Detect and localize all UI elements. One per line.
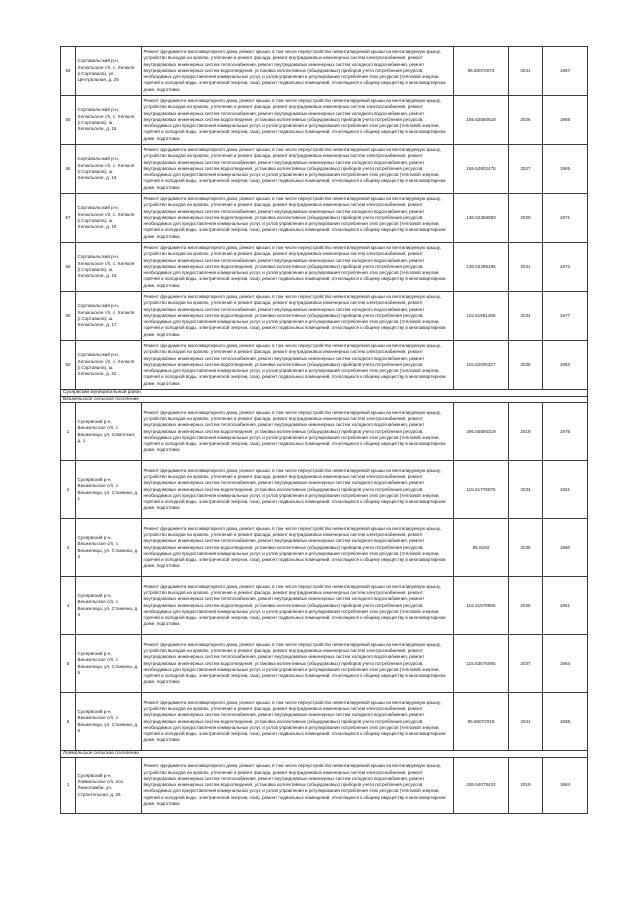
table-row [61, 577, 588, 635]
table-row [61, 243, 588, 292]
row-number: 6 [61, 693, 76, 751]
repair-works-list: Ремонт фундамента многоквартирного дома, ремонт крыши, в том числе переустройство невентилируемой крыши на вентилируемую крышу, устройство выходов на кровлю, утепление и ремонт фасада, ремонт внутридомовых инженерных систем электроснабжения, ремонт внутридомовых инженерных систем теплоснабжения, ремонт внутридомовых инженерных систем холодного водоснабжения, ремонт внутридомовых инженерных систем водоотведения, установка коллективных (общедомовых) приборов учета потребления ресурсов, необходимых для предоставления коммунальных услуг, и узлов управления и регулирования потребления этих ресурсов (тепловой энергии, горячей и холодной воды, электрической энергии, газа), ремонт подвальных помещений, относящихся к общему имуществу в многоквартирном доме, подготовка [142, 635, 454, 693]
area-value: 155.52802475 [454, 145, 509, 194]
area-value: 115.51776075 [454, 461, 509, 519]
table-row [61, 693, 588, 751]
planned-year: 2019 [509, 757, 543, 813]
planned-year: 2034 [509, 461, 543, 519]
row-number: 56 [61, 145, 76, 194]
house-address: Сортавальский р-н, Хелюльское г/п, с. Хелюля (г.Сортавала), ш. Хелюльское, д. 16 [76, 194, 142, 243]
house-address: Суоярвский р-н, Вешкельское с/п, с. Вешкелица, ул. Станкина, д. 1 [76, 461, 142, 519]
built-year: 1968 [543, 693, 588, 751]
row-number: 1 [61, 403, 76, 461]
planned-year: 2041 [509, 693, 543, 751]
repair-works-list: Ремонт фундамента многоквартирного дома, ремонт крыши, в том числе переустройство невентилируемой крыши на вентилируемую крышу, устройство выходов на кровлю, утепление и ремонт фасада, ремонт внутридомовых инженерных систем электроснабжения, ремонт внутридомовых инженерных систем теплоснабжения, ремонт внутридомовых инженерных систем холодного водоснабжения, ремонт внутридомовых инженерных систем водоотведения, установка коллективных (общедомовых) приборов учета потребления ресурсов, необходимых для предоставления коммунальных услуг, и узлов управления и регулирования потребления этих ресурсов (тепловой энергии, горячей и холодной воды, электрической энергии, газа), ремонт подвальных помещений, относящихся к общему имуществу в многоквартирном доме, подготовка [142, 47, 454, 96]
repair-works-list: Ремонт фундамента многоквартирного дома, ремонт крыши, в том числе переустройство невентилируемой крыши на вентилируемую крышу, устройство выходов на кровлю, утепление и ремонт фасада, ремонт внутридомовых инженерных систем электроснабжения, ремонт внутридомовых инженерных систем теплоснабжения, ремонт внутридомовых инженерных систем холодного водоснабжения, ремонт внутридомовых инженерных систем водоотведения, установка коллективных (общедомовых) приборов учета потребления ресурсов, необходимых для предоставления коммунальных услуг, и узлов управления и регулирования потребления этих ресурсов (тепловой энергии, горячей и холодной воды, электрической энергии, газа), ремонт подвальных помещений, относящихся к общему имуществу в многоквартирном доме, подготовка [142, 243, 454, 292]
house-address: Суоярвский р-н, Вешкельское с/п, с. Вешкелица, ул. Советская, д. 1 [76, 403, 142, 461]
built-year: 1971 [543, 194, 588, 243]
repair-works-list: Ремонт фундамента многоквартирного дома, ремонт крыши, в том числе переустройство невентилируемой крыши на вентилируемую крышу, устройство выходов на кровлю, утепление и ремонт фасада, ремонт внутридомовых инженерных систем электроснабжения, ремонт внутридомовых инженерных систем теплоснабжения, ремонт внутридомовых инженерных систем холодного водоснабжения, ремонт внутридомовых инженерных систем водоотведения, установка коллективных (общедомовых) приборов учета потребления ресурсов, необходимых для предоставления коммунальных услуг, и узлов управления и регулирования потребления этих ресурсов (тепловой энергии, горячей и холодной воды, электрической энергии, газа), ремонт подвальных помещений, относящихся к общему имуществу в многоквартирном доме, подготовка [142, 519, 454, 577]
table-row [61, 145, 588, 194]
planned-year: 2027 [509, 145, 543, 194]
planned-year: 2029 [509, 194, 543, 243]
area-value: 95.50072018 [454, 693, 509, 751]
area-value: 115.52005327 [454, 341, 509, 390]
section-header-row [61, 751, 588, 758]
built-year: 1961 [543, 461, 588, 519]
row-number: 55 [61, 96, 76, 145]
repair-works-list: Ремонт фундамента многоквартирного дома, ремонт крыши, в том числе переустройство невентилируемой крыши на вентилируемую крышу, устройство выходов на кровлю, утепление и ремонт фасада, ремонт внутридомовых инженерных систем электроснабжения, ремонт внутридомовых инженерных систем теплоснабжения, ремонт внутридомовых инженерных систем холодного водоснабжения, ремонт внутридомовых инженерных систем водоотведения, установка коллективных (общедомовых) приборов учета потребления ресурсов, необходимых для предоставления коммунальных услуг, и узлов управления и регулирования потребления этих ресурсов (тепловой энергии, горячей и холодной воды, электрической энергии, газа), ремонт подвальных помещений, относящихся к общему имуществу в многоквартирном доме, подготовка [142, 292, 454, 341]
house-address: Суоярвский р-н, Лоймольское с/п, пос. Лахколамби, ул. Строительная, д. 26 [76, 757, 142, 813]
repair-works-list: Ремонт фундамента многоквартирного дома, ремонт крыши, в том числе переустройство невентилируемой крыши на вентилируемую крышу, устройство выходов на кровлю, утепление и ремонт фасада, ремонт внутридомовых инженерных систем электроснабжения, ремонт внутридомовых инженерных систем теплоснабжения, ремонт внутридомовых инженерных систем холодного водоснабжения, ремонт внутридомовых инженерных систем водоотведения, установка коллективных (общедомовых) приборов учета потребления ресурсов, необходимых для предоставления коммунальных услуг, и узлов управления и регулирования потребления этих ресурсов (тепловой энергии, горячей и холодной воды, электрической энергии, газа), ремонт подвальных помещений, относящихся к общему имуществу в многоквартирном доме, подготовка [142, 145, 454, 194]
row-number: 57 [61, 194, 76, 243]
area-value: 136.52359083 [454, 194, 509, 243]
house-address: Суоярвский р-н, Вешкельское с/п, с. Вешкелица, ул. Станкина, д. 4 [76, 577, 142, 635]
table-row [61, 461, 588, 519]
built-year: 1964 [543, 635, 588, 693]
table-row [61, 403, 588, 461]
house-address: Суоярвский р-н, Вешкельское с/п, с. Вешкелица, ул. Станкина, д. 3 [76, 519, 142, 577]
row-number: 54 [61, 47, 76, 96]
house-address: Сортавальский р-н, Хелюльское г/п, с. Хелюля (г.Сортавала), ул. Центральная, д. 25 [76, 47, 142, 96]
section-header-row [61, 396, 588, 403]
repair-works-list: Ремонт фундамента многоквартирного дома, ремонт крыши, в том числе переустройство невентилируемой крыши на вентилируемую крышу, устройство выходов на кровлю, утепление и ремонт фасада, ремонт внутридомовых инженерных систем электроснабжения, ремонт внутридомовых инженерных систем теплоснабжения, ремонт внутридомовых инженерных систем холодного водоснабжения, ремонт внутридомовых инженерных систем водоотведения, установка коллективных (общедомовых) приборов учета потребления ресурсов, необходимых для предоставления коммунальных услуг, и узлов управления и регулирования потребления этих ресурсов (тепловой энергии, горячей и холодной воды, электрической энергии, газа), ремонт подвальных помещений, относящихся к общему имуществу в многоквартирном доме, подготовка [142, 577, 454, 635]
planned-year: 2036 [509, 519, 543, 577]
house-address: Сортавальский р-н, Хелюльское г/п, с. Хелюля (г.Сортавала), ш. Хелюльское, д. 16 [76, 243, 142, 292]
row-number: 1 [61, 757, 76, 813]
built-year: 1972 [543, 243, 588, 292]
section-header: Суоярвский муниципальный район [61, 390, 588, 397]
table-row [61, 292, 588, 341]
planned-year: 2041 [509, 47, 543, 96]
planned-year: 2038 [509, 341, 543, 390]
area-value: 336.84078422 [454, 757, 509, 813]
repair-works-list: Ремонт фундамента многоквартирного дома, ремонт крыши, в том числе переустройство невентилируемой крыши на вентилируемую крышу, устройство выходов на кровлю, утепление и ремонт фасада, ремонт внутридомовых инженерных систем электроснабжения, ремонт внутридомовых инженерных систем теплоснабжения, ремонт внутридомовых инженерных систем холодного водоснабжения, ремонт внутридомовых инженерных систем водоотведения, установка коллективных (общедомовых) приборов учета потребления ресурсов, необходимых для предоставления коммунальных услуг, и узлов управления и регулирования потребления этих ресурсов (тепловой энергии, горячей и холодной воды, электрической энергии, газа), ремонт подвальных помещений, относящихся к общему имуществу в многоквартирном доме, подготовка [142, 403, 454, 461]
built-year: 1960 [543, 519, 588, 577]
planned-year: 2026 [509, 96, 543, 145]
built-year: 1961 [543, 577, 588, 635]
table-row [61, 757, 588, 813]
table-row [61, 96, 588, 145]
section-header: Лоймольское сельское поселение [61, 751, 588, 758]
row-number: 5 [61, 635, 76, 693]
table-row [61, 519, 588, 577]
house-address: Сортавальский р-н, Хелюльское г/п, с. Хелюля (г.Сортавала), ш. Хелюльское, д. 15 [76, 96, 142, 145]
row-number: 4 [61, 577, 76, 635]
section-header: Вешкельское сельское поселение [61, 396, 588, 403]
area-value: 115.51578865 [454, 577, 509, 635]
area-value: 95.8192 [454, 519, 509, 577]
built-year: 1983 [543, 341, 588, 390]
table-row [61, 635, 588, 693]
built-year: 1977 [543, 292, 588, 341]
house-address: Сортавальский р-н, Хелюльское г/п, с. Хелюля (г.Сортавала), ш. Хелюльское, д. 16 [76, 145, 142, 194]
row-number: 2 [61, 461, 76, 519]
built-year: 1967 [543, 47, 588, 96]
built-year: 1975 [543, 403, 588, 461]
area-value: 115.53576085 [454, 635, 509, 693]
row-number: 58 [61, 243, 76, 292]
table-row [61, 47, 588, 96]
house-address: Суоярвский р-н, Вешкельское с/п, с. Вешкелица, ул. Станкина, д. 6 [76, 693, 142, 751]
row-number: 60 [61, 341, 76, 390]
area-value: 155.52580618 [454, 96, 509, 145]
table-row [61, 341, 588, 390]
section-header-row [61, 390, 588, 397]
built-year: 1984 [543, 757, 588, 813]
register-sheet [60, 46, 571, 814]
repair-works-list: Ремонт фундамента многоквартирного дома, ремонт крыши, в том числе переустройство невентилируемой крыши на вентилируемую крышу, устройство выходов на кровлю, утепление и ремонт фасада, ремонт внутридомовых инженерных систем электроснабжения, ремонт внутридомовых инженерных систем теплоснабжения, ремонт внутридомовых инженерных систем холодного водоснабжения, ремонт внутридомовых инженерных систем водоотведения, установка коллективных (общедомовых) приборов учета потребления ресурсов, необходимых для предоставления коммунальных услуг, и узлов управления и регулирования потребления этих ресурсов (тепловой энергии, горячей и холодной воды, электрической энергии, газа), ремонт подвальных помещений, относящихся к общему имуществу в многоквартирном доме, подготовка [142, 461, 454, 519]
row-number: 3 [61, 519, 76, 577]
area-value: 136.52285185 [454, 243, 509, 292]
planned-year: 2019 [509, 403, 543, 461]
repair-works-list: Ремонт фундамента многоквартирного дома, ремонт крыши, в том числе переустройство невентилируемой крыши на вентилируемую крышу, устройство выходов на кровлю, утепление и ремонт фасада, ремонт внутридомовых инженерных систем электроснабжения, ремонт внутридомовых инженерных систем теплоснабжения, ремонт внутридомовых инженерных систем холодного водоснабжения, ремонт внутридомовых инженерных систем водоотведения, установка коллективных (общедомовых) приборов учета потребления ресурсов, необходимых для предоставления коммунальных услуг, и узлов управления и регулирования потребления этих ресурсов (тепловой энергии, горячей и холодной воды, электрической энергии, газа), ремонт подвальных помещений, относящихся к общему имуществу в многоквартирном доме, подготовка [142, 693, 454, 751]
area-value: 295.55585319 [454, 403, 509, 461]
table-row [61, 194, 588, 243]
house-address: Сортавальский р-н, Хелюльское г/п, с. Хелюля (г.Сортавала), ш. Хелюльское, д. 22 [76, 341, 142, 390]
planned-year: 2031 [509, 243, 543, 292]
planned-year: 2037 [509, 635, 543, 693]
repair-register-table [60, 46, 588, 814]
area-value: 115.51981308 [454, 292, 509, 341]
house-address: Суоярвский р-н, Вешкельское с/п, с. Вешкелица, ул. Станкина, д. 5 [76, 635, 142, 693]
planned-year: 2034 [509, 292, 543, 341]
area-value: 95.50072073 [454, 47, 509, 96]
planned-year: 2035 [509, 577, 543, 635]
row-number: 59 [61, 292, 76, 341]
built-year: 1965 [543, 145, 588, 194]
house-address: Сортавальский р-н, Хелюльское г/п, с. Хелюля (г.Сортавала), ш. Хелюльское, д. 17 [76, 292, 142, 341]
repair-works-list: Ремонт фундамента многоквартирного дома, ремонт крыши, в том числе переустройство невентилируемой крыши на вентилируемую крышу, устройство выходов на кровлю, утепление и ремонт фасада, ремонт внутридомовых инженерных систем электроснабжения, ремонт внутридомовых инженерных систем теплоснабжения, ремонт внутридомовых инженерных систем холодного водоснабжения, ремонт внутридомовых инженерных систем водоотведения, установка коллективных (общедомовых) приборов учета потребления ресурсов, необходимых для предоставления коммунальных услуг, и узлов управления и регулирования потребления этих ресурсов (тепловой энергии, горячей и холодной воды, электрической энергии, газа), ремонт подвальных помещений, относящихся к общему имуществу в многоквартирном доме, подготовка [142, 194, 454, 243]
repair-works-list: Ремонт фундамента многоквартирного дома, ремонт крыши, в том числе переустройство невентилируемой крыши на вентилируемую крышу, устройство выходов на кровлю, утепление и ремонт фасада, ремонт внутридомовых инженерных систем электроснабжения, ремонт внутридомовых инженерных систем теплоснабжения, ремонт внутридомовых инженерных систем холодного водоснабжения, ремонт внутридомовых инженерных систем водоотведения, установка коллективных (общедомовых) приборов учета потребления ресурсов, необходимых для предоставления коммунальных услуг, и узлов управления и регулирования потребления этих ресурсов (тепловой энергии, горячей и холодной воды, электрической энергии, газа), ремонт подвальных помещений, относящихся к общему имуществу в многоквартирном доме, подготовка [142, 757, 454, 813]
register-body [61, 47, 588, 814]
repair-works-list: Ремонт фундамента многоквартирного дома, ремонт крыши, в том числе переустройство невентилируемой крыши на вентилируемую крышу, устройство выходов на кровлю, утепление и ремонт фасада, ремонт внутридомовых инженерных систем электроснабжения, ремонт внутридомовых инженерных систем теплоснабжения, ремонт внутридомовых инженерных систем холодного водоснабжения, ремонт внутридомовых инженерных систем водоотведения, установка коллективных (общедомовых) приборов учета потребления ресурсов, необходимых для предоставления коммунальных услуг, и узлов управления и регулирования потребления этих ресурсов (тепловой энергии, горячей и холодной воды, электрической энергии, газа), ремонт подвальных помещений, относящихся к общему имуществу в многоквартирном доме, подготовка [142, 341, 454, 390]
built-year: 1969 [543, 96, 588, 145]
repair-works-list: Ремонт фундамента многоквартирного дома, ремонт крыши, в том числе переустройство невентилируемой крыши на вентилируемую крышу, устройство выходов на кровлю, утепление и ремонт фасада, ремонт внутридомовых инженерных систем электроснабжения, ремонт внутридомовых инженерных систем теплоснабжения, ремонт внутридомовых инженерных систем холодного водоснабжения, ремонт внутридомовых инженерных систем водоотведения, установка коллективных (общедомовых) приборов учета потребления ресурсов, необходимых для предоставления коммунальных услуг, и узлов управления и регулирования потребления этих ресурсов (тепловой энергии, горячей и холодной воды, электрической энергии, газа), ремонт подвальных помещений, относящихся к общему имуществу в многоквартирном доме, подготовка [142, 96, 454, 145]
